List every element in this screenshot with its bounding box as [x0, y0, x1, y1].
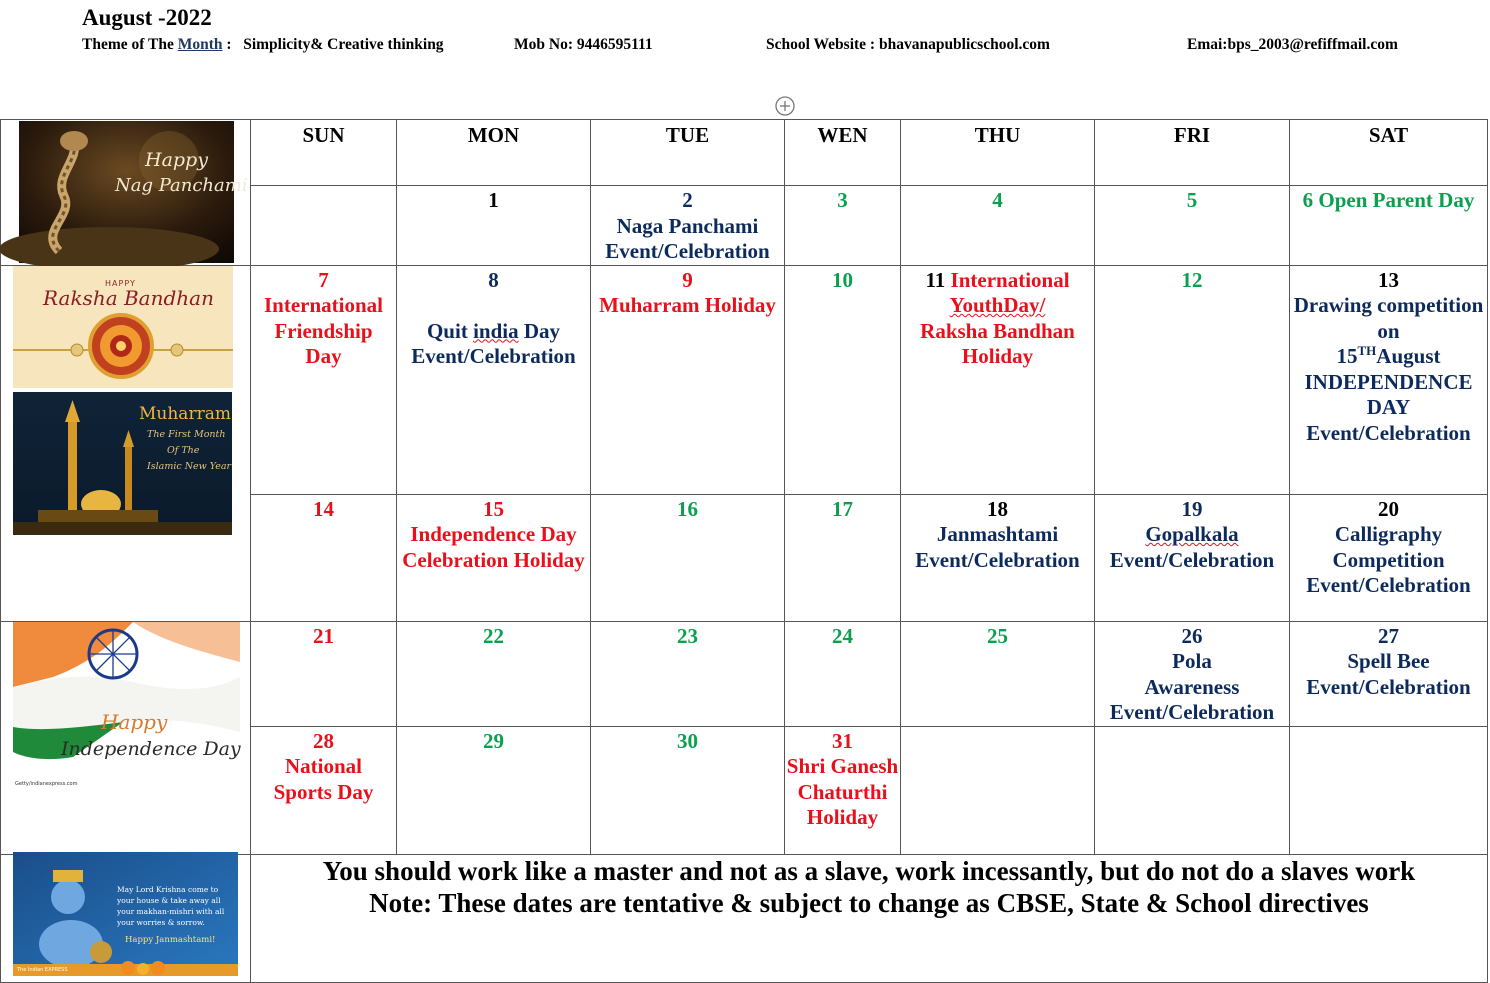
event-muharram: Muharram Holiday	[599, 293, 776, 317]
day-cell-18: 18 Janmashtami Event/Celebration	[901, 494, 1095, 621]
weekday-header-sun: SUN	[251, 120, 397, 186]
event-friendship-day: International Friendship Day	[263, 293, 383, 368]
krishna-image-credit: The Indian EXPRESS	[17, 967, 68, 973]
day-cell-empty	[1095, 726, 1290, 854]
nag-panchami-text-2: Nag Panchami	[115, 175, 248, 196]
krishna-line-2: your house & take away all	[117, 896, 221, 905]
school-email: Emai:bps_2003@refiffmail.com	[1187, 36, 1398, 53]
event-naga-panchami: Naga Panchami	[616, 213, 759, 238]
day-cell-20: 20 Calligraphy Competition Event/Celebration	[1290, 494, 1488, 621]
day-cell-26: 26 Pola Awareness Event/Celebration	[1095, 621, 1290, 726]
muharram-line-2: Of The	[167, 445, 200, 456]
weekday-header-wen: WEN	[785, 120, 901, 186]
day-cell-24: 24	[785, 621, 901, 726]
weekday-header-sat: SAT	[1290, 120, 1488, 186]
day-cell-15: 15 Independence Day Celebration Holiday	[397, 494, 591, 621]
day-cell-3: 3	[785, 186, 901, 266]
day-cell-2	[591, 186, 785, 266]
quote-cell	[251, 854, 1488, 982]
day-cell-6: 6 Open Parent Day	[1290, 186, 1488, 266]
day-cell-empty	[251, 186, 397, 266]
day-cell-21: 21	[251, 621, 397, 726]
day-cell-empty	[901, 726, 1095, 854]
event-independence-day: Independence Day Celebration Holiday	[402, 522, 585, 572]
motivational-quote: You should work like a master and not as a slave, work incessantly, but do not do a slaves work	[322, 855, 1416, 886]
table-move-handle-icon[interactable]	[775, 96, 795, 116]
calendar-title: August -2022	[82, 5, 212, 30]
raksha-text-top: HAPPY	[105, 279, 136, 288]
day-cell-10: 10	[785, 265, 901, 494]
day-cell-25: 25	[901, 621, 1095, 726]
day-cell-17: 17	[785, 494, 901, 621]
theme-label: Theme of The	[82, 36, 178, 53]
muharram-line-3: Islamic New Year	[147, 461, 232, 472]
mobile-number: Mob No: 9446595111	[514, 36, 653, 53]
day-number: 2	[682, 188, 693, 212]
weekday-header-fri: FRI	[1095, 120, 1290, 186]
theme-of-month	[82, 36, 444, 54]
event-type: Event/Celebration	[605, 239, 770, 263]
day-cell-27: 27 Spell Bee Event/Celebration	[1290, 621, 1488, 726]
day-cell-9: 9 Muharram Holiday	[591, 265, 785, 494]
day-cell-30: 30	[591, 726, 785, 854]
day-cell-16: 16	[591, 494, 785, 621]
krishna-line-4: your worries & sorrow.	[117, 918, 205, 927]
day-cell-22: 22	[397, 621, 591, 726]
day-cell-5: 5	[1095, 186, 1290, 266]
krishna-wish: Happy Janmashtami!	[125, 935, 216, 945]
day-cell-8: 8 Quit india Day Event/Celebration	[397, 265, 591, 494]
day-cell-1: 1	[397, 186, 591, 266]
day-cell-12: 12	[1095, 265, 1290, 494]
day-cell-28: 28 National Sports Day	[251, 726, 397, 854]
day-cell-14: 14	[251, 494, 397, 621]
nag-panchami-image	[19, 121, 248, 263]
independence-day-image	[13, 622, 240, 795]
tentative-note: Note: These dates are tentative & subject to change as CBSE, State & School directives	[369, 887, 1369, 918]
raksha-text-main: Raksha Bandhan	[43, 286, 214, 310]
day-cell-19: 19 Gopalkala Event/Celebration	[1095, 494, 1290, 621]
theme-value: Simplicity& Creative thinking	[243, 36, 444, 53]
day-cell-29: 29	[397, 726, 591, 854]
weekday-header-tue: TUE	[591, 120, 785, 186]
janmashtami-image	[13, 852, 238, 976]
muharram-title: Muharram	[139, 404, 231, 424]
weekday-header-thu: THU	[901, 120, 1095, 186]
nag-panchami-text-1: Happy	[145, 149, 208, 171]
school-website: School Website : bhavanapublicschool.com	[766, 36, 1050, 53]
independence-text-2: Independence Day	[61, 738, 241, 760]
weekday-header-mon: MON	[397, 120, 591, 186]
day-cell-4: 4	[901, 186, 1095, 266]
muharram-image	[13, 392, 232, 535]
theme-word: Month	[177, 36, 223, 53]
krishna-line-1: May Lord Krishna come to	[117, 885, 219, 894]
raksha-bandhan-image	[13, 266, 233, 388]
event-ganesh-chaturthi: Shri Ganesh Chaturthi Holiday	[786, 754, 899, 829]
independence-image-credit: Getty/indianexpress.com	[15, 781, 78, 787]
theme-colon: :	[222, 36, 232, 53]
muharram-line-1: The First Month	[147, 429, 226, 440]
day-cell-31: 31 Shri Ganesh Chaturthi Holiday	[785, 726, 901, 854]
event-sports-day: National Sports Day	[273, 754, 374, 804]
independence-text-1: Happy	[101, 710, 168, 734]
krishna-line-3: your makhan-mishri with all	[117, 907, 225, 916]
day-cell-empty	[1290, 726, 1488, 854]
day-cell-13: 13 Drawing competition on 15THAugust INDEPENDENCE DAY Event/Celebration	[1290, 265, 1488, 494]
day-cell-11: 11 International YouthDay/ Raksha Bandhan Holiday	[901, 265, 1095, 494]
day-cell-7: 7 International Friendship Day	[251, 265, 397, 494]
day-cell-23: 23	[591, 621, 785, 726]
